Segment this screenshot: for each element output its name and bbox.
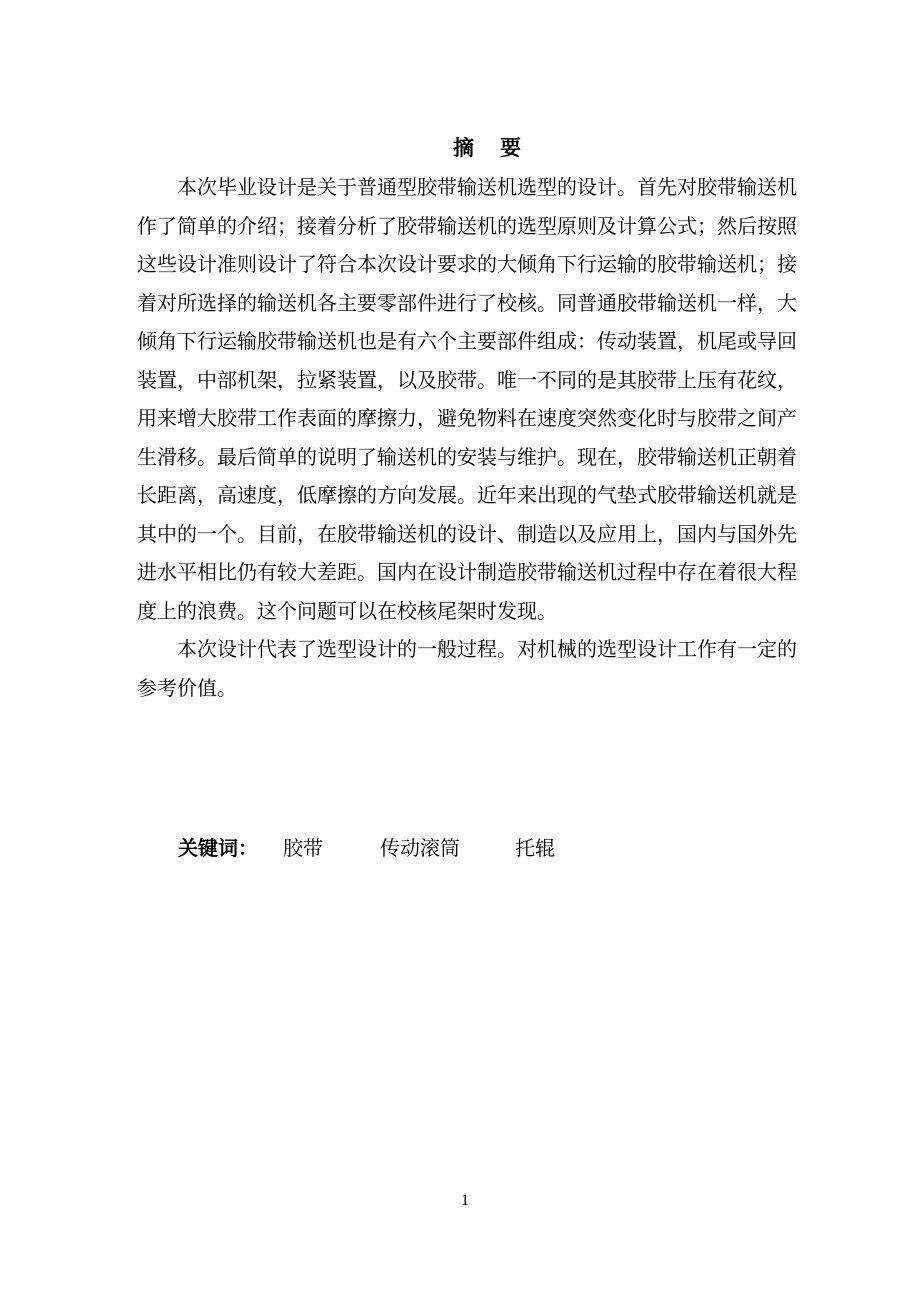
abstract-title (0, 132, 920, 162)
keyword-item: 托辊 (515, 836, 555, 860)
page-number: 1 (461, 1192, 469, 1209)
keywords-line (178, 832, 555, 864)
keyword-item: 胶带 (283, 836, 323, 860)
abstract-title-part1: 摘 (453, 136, 474, 160)
abstract-title-part2: 要 (500, 136, 521, 160)
keyword-item: 传动滚筒 (380, 836, 460, 860)
abstract-body (137, 168, 797, 707)
keywords-label: 关键词： (178, 836, 258, 860)
abstract-paragraph-1: 本次毕业设计是关于普通型胶带输送机选型的设计。首先对胶带输送机作了简单的介绍；接着分析了胶带输送机的选型原则及计算公式；然后按照这些设计准则设计了符合本次设计要求的大倾角下行运输的胶带输送机；接着对所选择的输送机各主要零部件进行了校核。同普通胶带输送机一样，大倾角下行运输胶带输送机也是有六个主要部件组成：传动装置，机尾或导回装置，中部机架，拉紧装置，以及胶带。唯一不同的是其胶带上压有花纹，用来增大胶带工作表面的摩擦力，避免物料在速度突然变化时与胶带之间产生滑移。最后简单的说明了输送机的安装与维护。现在，胶带输送机正朝着长距离，高速度，低摩擦的方向发展。近年来出现的气垫式胶带输送机就是其中的一个。目前，在胶带输送机的设计、制造以及应用上，国内与国外先进水平相比仍有较大差距。国内在设计制造胶带输送机过程中存在着很大程度上的浪费。这个问题可以在校核尾架时发现。 (137, 175, 797, 623)
abstract-paragraph-2: 本次设计代表了选型设计的一般过程。对机械的选型设计工作有一定的参考价值。 (137, 637, 797, 700)
